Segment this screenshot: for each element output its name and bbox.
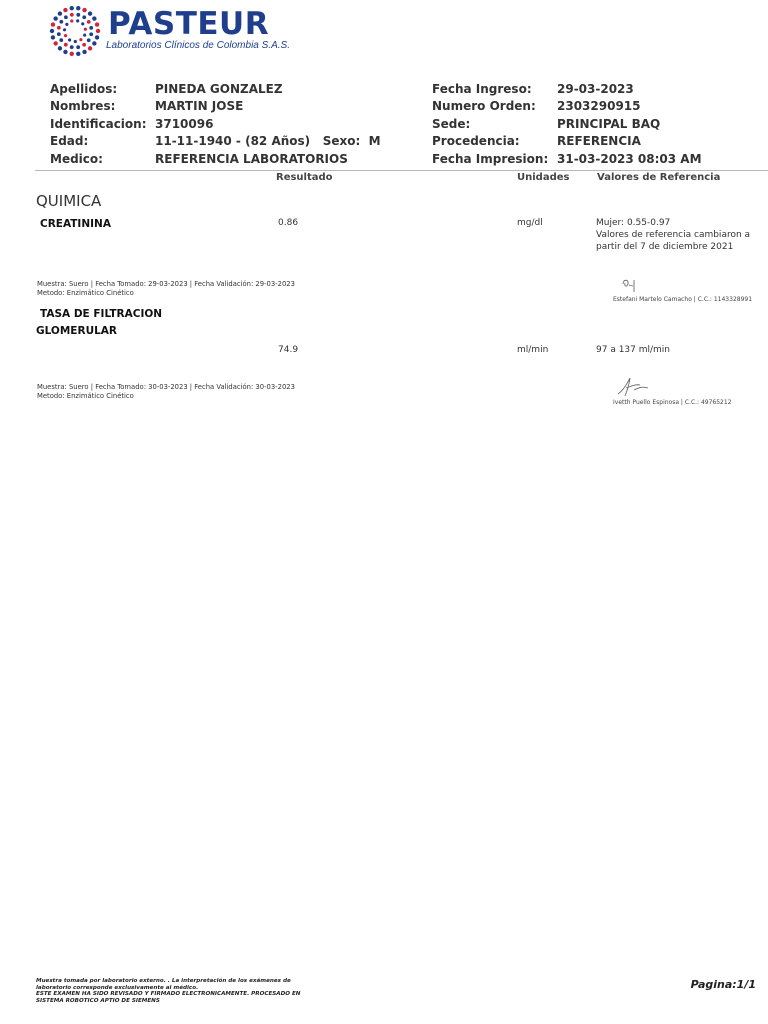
column-header-result: Resultado: [276, 172, 333, 183]
method-info: Metodo: Enzimático Cinético: [37, 392, 134, 400]
value-nombres: MARTIN JOSE: [155, 99, 244, 113]
brand-subtitle: Laboratorios Clínicos de Colombia S.A.S.: [106, 40, 290, 51]
footer-line: SISTEMA ROBOTICO APTIO DE SIEMENS: [36, 997, 160, 1004]
test-result: 74.9: [278, 345, 299, 355]
label-fecha-impresion: Fecha Impresion:: [432, 152, 549, 166]
header-divider: [35, 170, 768, 171]
label-medico: Medico:: [50, 152, 103, 166]
label-fecha-ingreso: Fecha Ingreso:: [432, 82, 532, 96]
label-procedencia: Procedencia:: [432, 134, 520, 148]
value-apellidos: PINEDA GONZALEZ: [155, 82, 283, 96]
value-medico: REFERENCIA LABORATORIOS: [155, 152, 348, 166]
test-units: mg/dl: [517, 218, 543, 228]
reference-line: 97 a 137 ml/min: [596, 345, 670, 355]
label-edad: Edad:: [50, 134, 89, 148]
signer-name: Estefani Martelo Camacho | C.C.: 1143328991: [613, 296, 753, 303]
test-result: 0.86: [278, 218, 299, 228]
test-reference: [596, 217, 756, 253]
signature-icon: [616, 376, 650, 398]
footer-note: [36, 978, 306, 1004]
section-title: QUIMICA: [36, 192, 102, 210]
value-edad-sexo: 11-11-1940 - (82 Años) Sexo: M: [155, 134, 381, 148]
reference-line: Mujer: 0.55-0.97: [596, 218, 671, 228]
reference-line: partir del 7 de diciembre 2021: [596, 242, 734, 252]
test-reference: [596, 344, 756, 356]
test-name: TASA DE FILTRACION: [40, 308, 163, 320]
sample-info: Muestra: Suero | Fecha Tomado: 30-03-2023 | Fecha Validación: 30-03-2023: [37, 383, 295, 391]
value-fecha-impresion: 31-03-2023 08:03 AM: [557, 152, 702, 166]
test-units: ml/min: [517, 345, 549, 355]
signature-icon: [620, 276, 642, 294]
test-name: CREATININA: [40, 218, 111, 230]
label-apellidos: Apellidos:: [50, 82, 118, 96]
signer-name: Ivetth Puello Espinosa | C.C.: 49765212: [613, 399, 732, 406]
test-name-line2: GLOMERULAR: [36, 325, 117, 337]
value-procedencia: REFERENCIA: [557, 134, 641, 148]
column-header-reference: Valores de Referencia: [597, 172, 721, 183]
label-sede: Sede:: [432, 117, 471, 131]
value-numero-orden: 2303290915: [557, 99, 641, 113]
value-sede: PRINCIPAL BAQ: [557, 117, 661, 131]
value-identificacion: 3710096: [155, 117, 214, 131]
footer-line: laboratorio corresponde exclusivamente al médico.: [36, 984, 199, 991]
label-identificacion: Identificacion:: [50, 117, 147, 131]
value-fecha-ingreso: 29-03-2023: [557, 82, 634, 96]
column-header-units: Unidades: [517, 172, 570, 183]
test-meta: [37, 280, 295, 298]
footer-line: ESTE EXAMEN HA SIDO REVISADO Y FIRMADO ELECTRONICAMENTE. PROCESADO EN: [36, 991, 301, 998]
footer-line: Muestra tomada por laboratorio externo. . La interpretación de los exámenes de: [36, 978, 291, 984]
method-info: Metodo: Enzimático Cinético: [37, 289, 134, 297]
page-number: Pagina:1/1: [690, 978, 756, 991]
reference-line: Valores de referencia cambiaron a: [596, 230, 751, 240]
test-meta: [37, 383, 295, 401]
brand-name: PASTEUR: [108, 6, 270, 42]
label-nombres: Nombres:: [50, 99, 116, 113]
sample-info: Muestra: Suero | Fecha Tomado: 29-03-2023 | Fecha Validación: 29-03-2023: [37, 280, 295, 288]
pasteur-logo-icon: [48, 4, 102, 58]
label-numero-orden: Numero Orden:: [432, 99, 536, 113]
